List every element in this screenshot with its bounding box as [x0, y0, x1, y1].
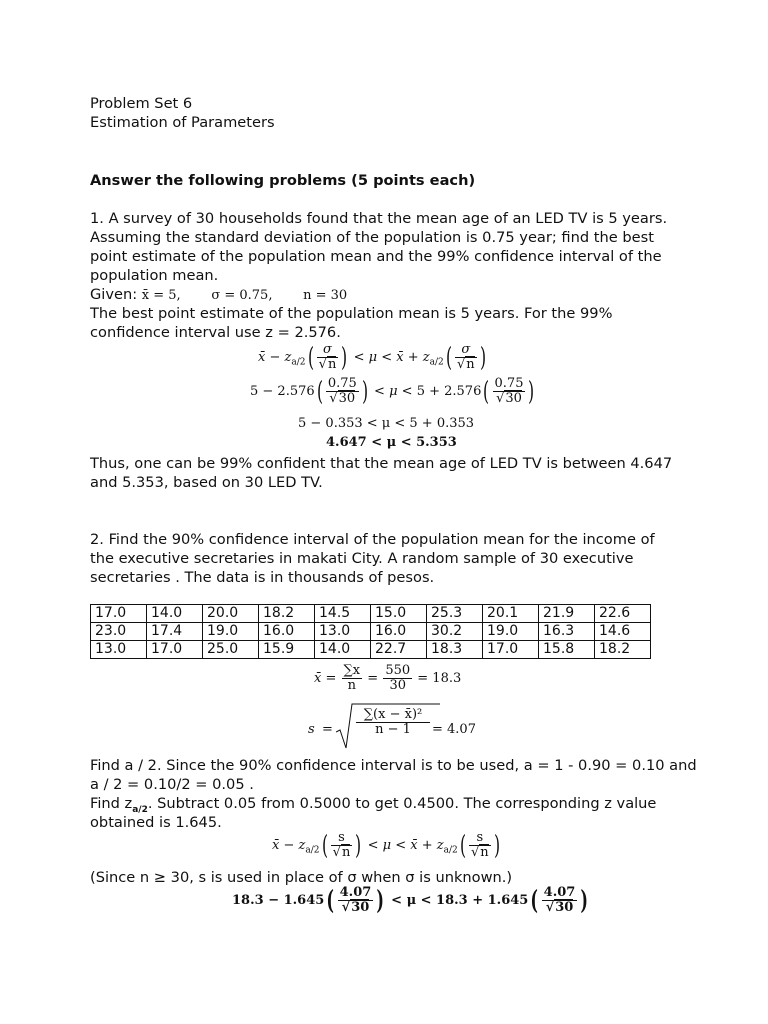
table-cell: 23.0 [91, 623, 147, 641]
given-n: n = 30 [303, 288, 348, 303]
ci-result-99: 4.647 < μ < 5.353 [326, 435, 457, 450]
p2-line-2: the executive secretaries in makati City. A random sample of 30 executive [90, 550, 634, 567]
ci90-mid: < μ < 18.3 + 1.645 [391, 893, 529, 908]
p1-conclusion-2: and 5.353, based on 30 LED TV. [90, 474, 323, 491]
p1-conclusion-1: Thus, one can be 99% confident that the mean age of LED TV is between 4.647 [90, 455, 673, 472]
table-cell: 14.0 [315, 641, 371, 659]
ci-substituted-90: 18.3 − 1.645( $\frac{4.07}{√30}$ ) < μ < 18.3 + 1.645( $\frac{4.07}{√30}$ ) [232, 885, 589, 916]
instruction-heading: Answer the following problems (5 points each) [90, 172, 476, 189]
mean-formula: x̄ = $\frac{\sum x}{n}$ = $\frac{550}{30}$ = 18.3 [314, 663, 462, 693]
given-sigma: σ = 0.75, [211, 288, 273, 303]
ci90-den-2: 30 [555, 900, 574, 915]
ci90-left: 18.3 − 1.645 [232, 893, 325, 908]
table-cell: 18.2 [259, 605, 315, 623]
p1-best-line-2: confidence interval use z = 2.576. [90, 324, 341, 341]
table-cell: 13.0 [91, 641, 147, 659]
table-cell: 17.0 [147, 641, 203, 659]
table-cell: 15.0 [371, 605, 427, 623]
table-cell: 22.7 [371, 641, 427, 659]
table-cell: 22.6 [595, 605, 651, 623]
document-page: Problem Set 6 Estimation of Parameters Answer the following problems (5 points each) 1. A survey of 30 households found that the mean age of an LED TV is 5 years. Assuming the standard deviation of the population is 0.75 year; find the best point estimate of the population mean and the 99% confidence interval of the population mean. Given: x̄ = 5, σ = 0.75, n = 30 The best point estimate of the population mean is 5 years. For the 99% confidence interval use z = 2.576. x̄ − $z_{a/2}$( $\frac{\sigma}{√n}$ ) < μ < x̄ + $z_{a/2}$( $\frac{\sigma}{√n}$ ) 5 − 2.576( $\frac{0.75}{√30}$ ) < μ < 5 + 2.576( $\frac{0.75}{√30}$ ) 5 − 0.353 < μ < 5 + 0.353 4.647 < μ < 5.353 Thus, one can be 99% confident that the mean age of LED TV is between 4.647 and 5.353, based on 30 LED TV. 2. Find the 90% confidence interval of the population mean for the income of the executive secretaries in makati City. A random sample of 30 executive secretaries . The data is in thousands of pesos. 17.0 14.0 20.0 18.2 14.5 15.0 25.3 20.1 21.9 22.6 23.0 17.4 19.0 16.0 13.0 16.0 30.2 19.0 16.3 14.6 13.0 17.0 25.0 15.9 14.0 22.7 18.3 17.0 15.8 18.2 x̄ = $\frac{\sum x}{n}$ = $\frac{550}{30}$ = 18.3 s = $\frac{\text{∑(x − x̄)²}}{n - 1}$ = 4.07 Find a / 2. Since the 90% confidence interval is to be used, a = 1 - 0.90 = 0.10 and a / 2 = 0.10/2 = 0.05 . Find $z_{a/2}$. Subtract 0.05 from 0.5000 to get 0.4500. The corresponding z value obtained is 1.645. x̄ − $z_{a/2}$( $\frac{s}{√n}$ ) < μ < x̄ + $z_{a/2}$( $\frac{s}{√n}$ ) (Since n ≥ 30, s is used in place of σ when σ is unknown.) 18.3 − 1.645( $\frac{4.07}{√30}$ ) < μ < 18.3 + 1.645( $\frac{4.07}{√30}$ ) [90, 95, 697, 916]
mean-550: 550 [385, 663, 411, 678]
p2-z-line-2: obtained is 1.645. [90, 814, 222, 831]
mean-n: n [347, 678, 357, 693]
p2-since-note: (Since n ≥ 30, s is used in place of σ when σ is unknown.) [90, 869, 513, 886]
sd-numerator: ∑(x − x̄)² [356, 708, 430, 723]
z-subscript: a/2 [132, 804, 148, 815]
table-cell: 14.5 [315, 605, 371, 623]
ci90-den-1: 30 [351, 900, 370, 915]
p2-alpha-1: Find a / 2. Since the 90% confidence interval is to be used, a = 1 - 0.90 = 0.10 and [90, 757, 697, 774]
p1-line-4: population mean. [90, 267, 219, 284]
given-label: Given: [90, 286, 138, 303]
table-cell: 15.9 [259, 641, 315, 659]
table-cell: 21.9 [539, 605, 595, 623]
table-cell: 25.0 [203, 641, 259, 659]
p1-line-1: 1. A survey of 30 households found that the mean age of an LED TV is 5 years. [90, 210, 668, 227]
p1-given [90, 285, 347, 305]
table-cell: 18.2 [595, 641, 651, 659]
z-prefix: Find z [90, 795, 133, 812]
table-cell: 19.0 [203, 623, 259, 641]
table-cell: 16.0 [259, 623, 315, 641]
ci-substituted-99: 5 − 2.576( $\frac{0.75}{√30}$ ) < μ < 5 + 2.576( $\frac{0.75}{√30}$ ) [250, 376, 535, 407]
mean-30: 30 [389, 678, 406, 693]
p2-alpha-2: a / 2 = 0.10/2 = 0.05 . [90, 776, 254, 793]
given-xbar: x̄ = 5, [141, 288, 181, 303]
table-cell: 16.0 [371, 623, 427, 641]
p1-best-line-1: The best point estimate of the population mean is 5 years. For the 99% [90, 305, 613, 322]
table-cell: 25.3 [427, 605, 483, 623]
table-cell: 19.0 [483, 623, 539, 641]
table-cell: 18.3 [427, 641, 483, 659]
table-cell: 20.0 [203, 605, 259, 623]
p2-line-3: secretaries . The data is in thousands of pesos. [90, 569, 435, 586]
table-cell: 16.3 [539, 623, 595, 641]
ci-formula-90: x̄ − $z_{a/2}$( $\frac{s}{√n}$ ) < μ < x̄ + $z_{a/2}$( $\frac{s}{√n}$ ) [272, 830, 500, 861]
mean-sum-x: ∑x [343, 663, 361, 678]
ci90-num-2: 4.07 [543, 885, 576, 900]
sd-denominator: n − 1 [375, 722, 411, 737]
table-cell: 17.4 [147, 623, 203, 641]
income-data-table [90, 604, 651, 659]
ci-step-99: 5 − 0.353 < μ < 5 + 0.353 [298, 416, 475, 431]
problem-set-title: Problem Set 6 [90, 95, 193, 112]
p1-line-3: point estimate of the population mean and the 99% confidence interval of the [90, 248, 662, 265]
table-cell: 20.1 [483, 605, 539, 623]
p1-line-2: Assuming the standard deviation of the population is 0.75 year; find the best [90, 229, 654, 246]
table-cell: 14.0 [147, 605, 203, 623]
mean-result: = 18.3 [417, 671, 462, 686]
table-cell: 17.0 [483, 641, 539, 659]
ci90-num-1: 4.07 [339, 885, 372, 900]
table-cell: 17.0 [91, 605, 147, 623]
table-row [91, 605, 651, 623]
table-row [91, 641, 651, 659]
table-row [91, 623, 651, 641]
ci-formula-99: x̄ − $z_{a/2}$( $\frac{\sigma}{√n}$ ) < μ < x̄ + $z_{a/2}$( $\frac{\sigma}{√n}$ ) [258, 342, 486, 373]
table-cell: 14.6 [595, 623, 651, 641]
table-cell: 13.0 [315, 623, 371, 641]
z-suffix: . Subtract 0.05 from 0.5000 to get 0.4500. The corresponding z value [147, 795, 657, 812]
sd-result: = 4.07 [432, 722, 476, 737]
table-cell: 30.2 [427, 623, 483, 641]
table-cell: 15.8 [539, 641, 595, 659]
problem-set-subtitle: Estimation of Parameters [90, 114, 275, 131]
p2-line-1: 2. Find the 90% confidence interval of the population mean for the income of [90, 531, 655, 548]
